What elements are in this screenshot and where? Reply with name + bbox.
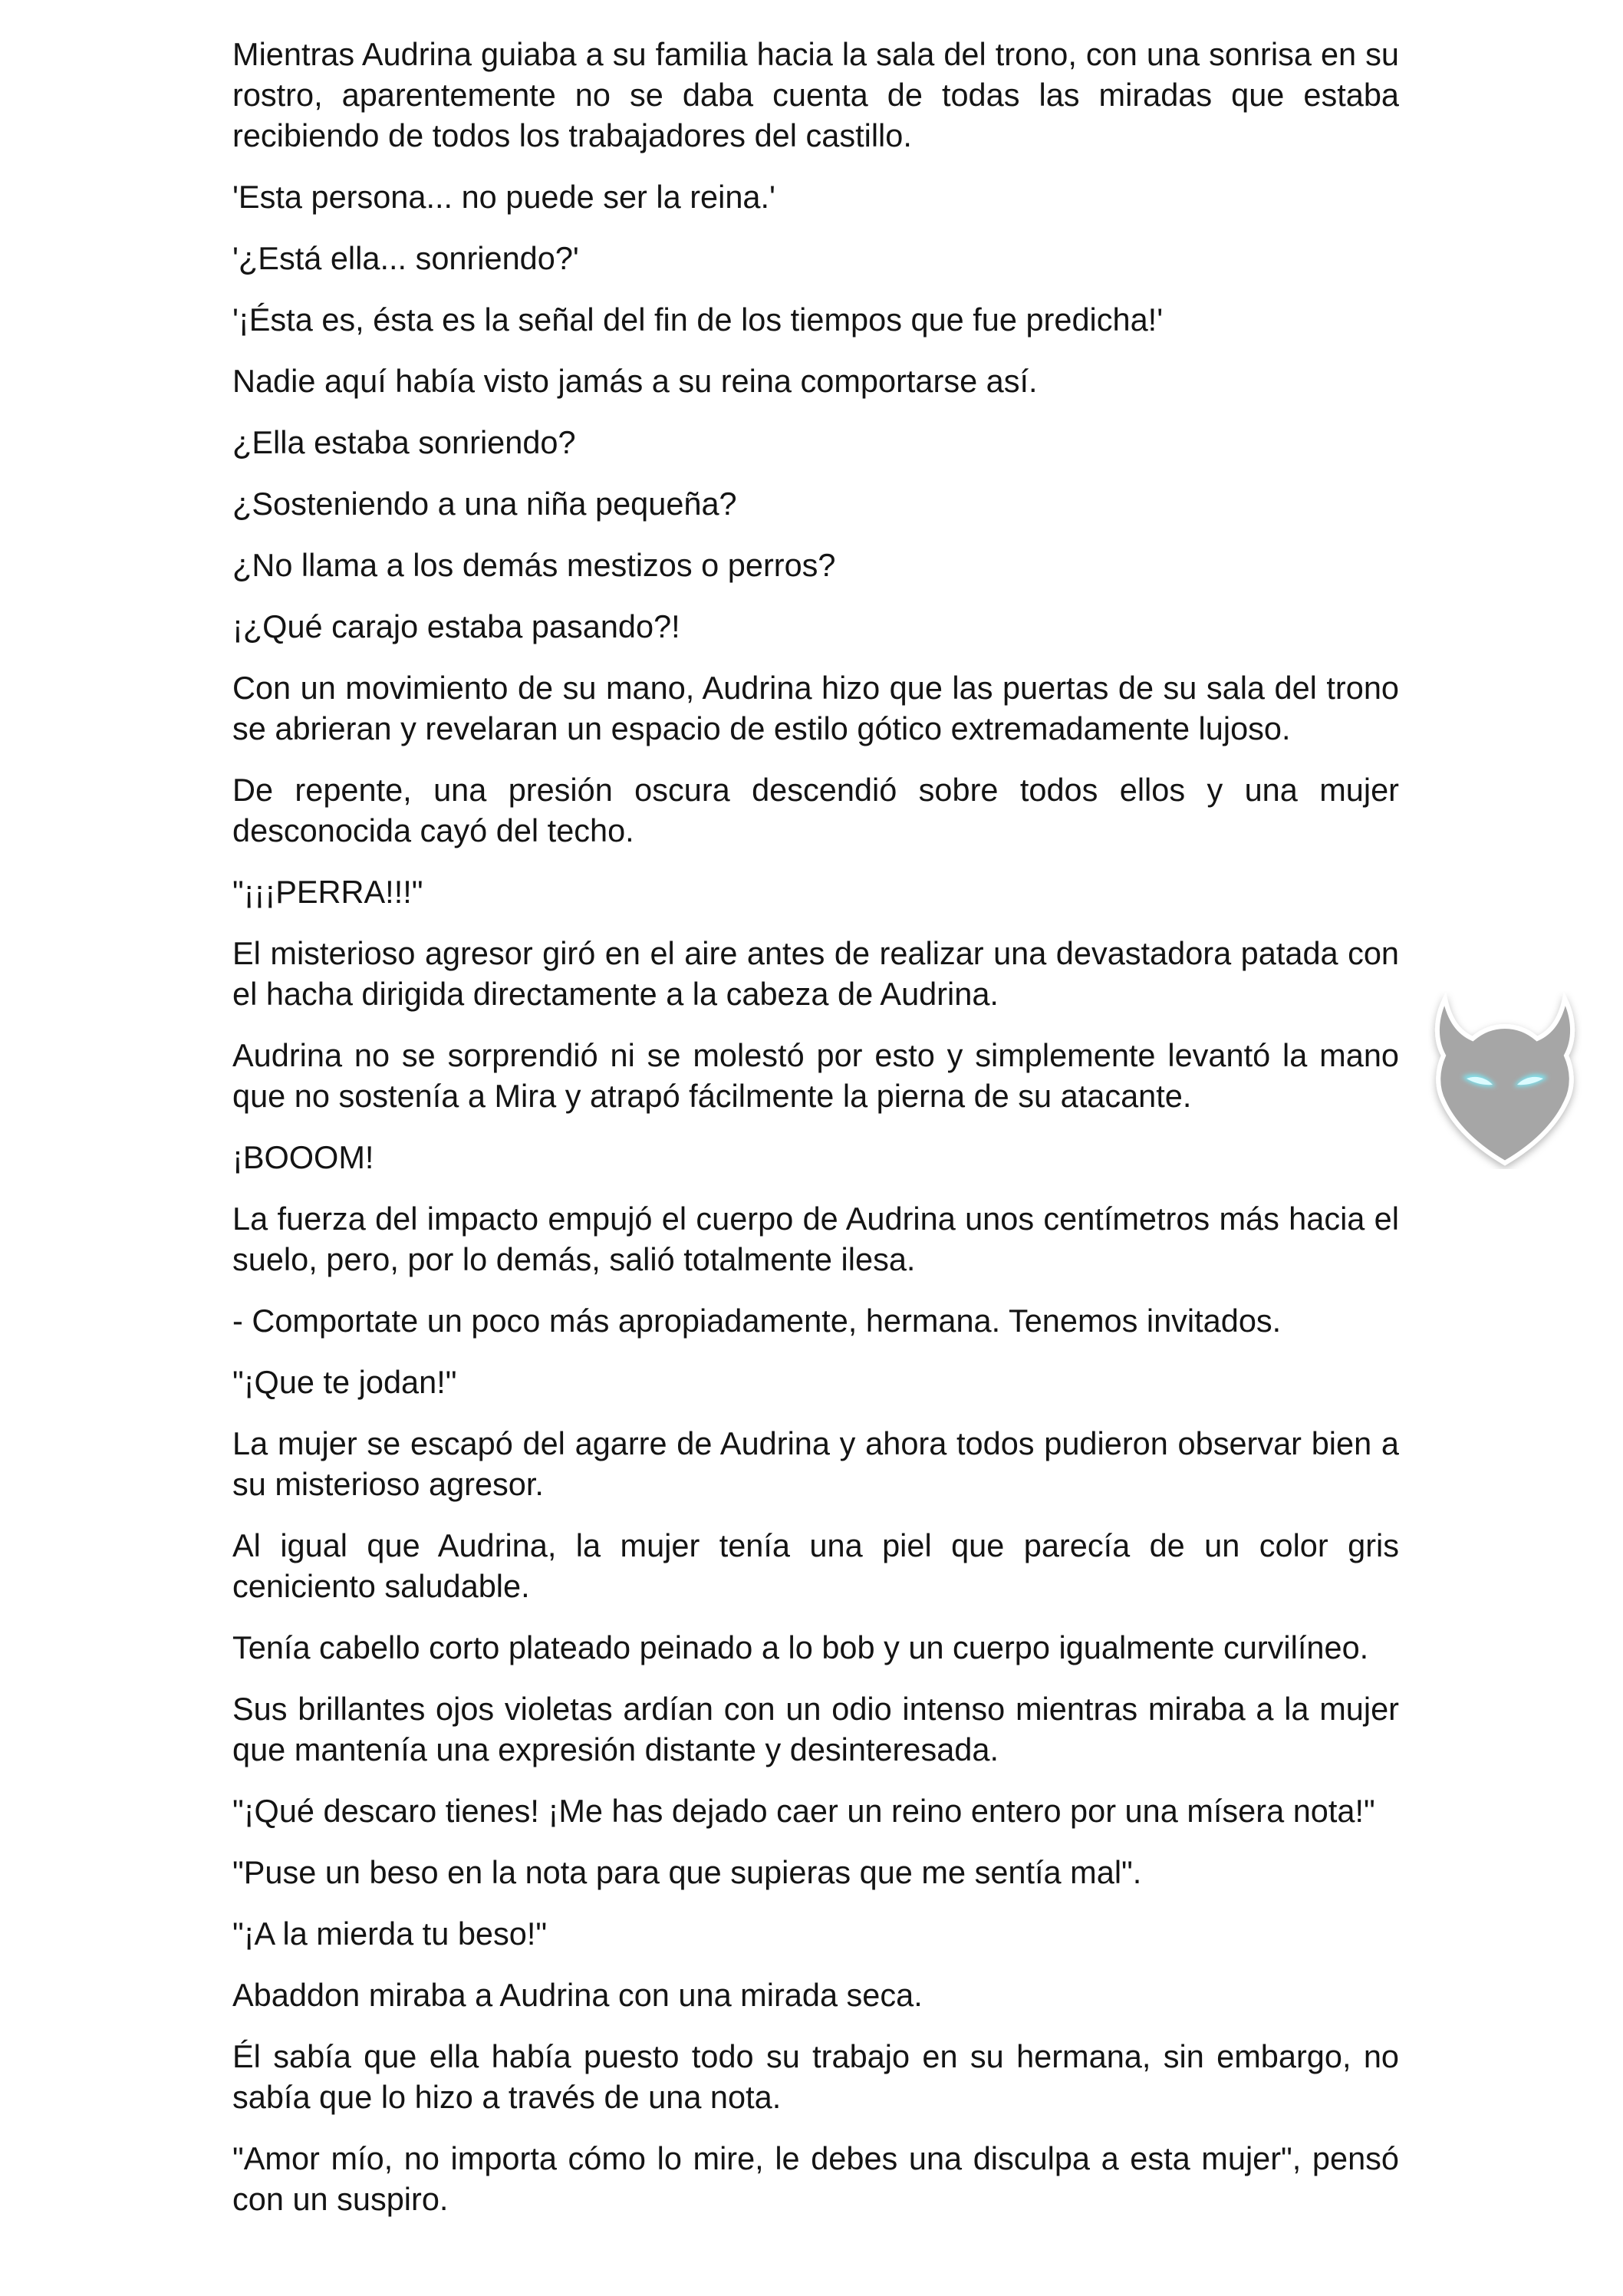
- paragraph-26: Abaddon miraba a Audrina con una mirada seca.: [232, 1977, 923, 2013]
- paragraph-18: "¡Que te jodan!": [232, 1364, 457, 1400]
- paragraph-16: La fuerza del impacto empujó el cuerpo de Audrina unos centímetros más hacia el suelo, pero, por lo demás, salió totalmente ilesa.: [232, 1201, 1399, 1277]
- paragraph-8: ¿No llama a los demás mestizos o perros?: [232, 547, 836, 583]
- paragraph-23: "¡Qué descaro tienes! ¡Me has dejado caer un reino entero por una mísera nota!": [232, 1793, 1375, 1829]
- paragraph-27: Él sabía que ella había puesto todo su trabajo en su hermana, sin embargo, no sabía que lo hizo a través de una nota.: [232, 2038, 1399, 2115]
- paragraph-28: "Amor mío, no importa cómo lo mire, le debes una disculpa a esta mujer", pensó con un suspiro.: [232, 2140, 1399, 2217]
- paragraph-11: De repente, una presión oscura descendió sobre todos ellos y una mujer desconocida cayó del techo.: [232, 772, 1399, 848]
- paragraph-2: 'Esta persona... no puede ser la reina.': [232, 179, 775, 215]
- paragraph-10: Con un movimiento de su mano, Audrina hizo que las puertas de su sala del trono se abrieran y revelaran un espacio de estilo gótico extremadamente lujoso.: [232, 670, 1399, 746]
- demon-head-icon: [1428, 991, 1582, 1169]
- paragraph-7: ¿Sosteniendo a una niña pequeña?: [232, 486, 737, 522]
- paragraph-1: Mientras Audrina guiaba a su familia hacia la sala del trono, con una sonrisa en su rostro, aparentemente no se daba cuenta de todas las miradas que estaba recibiendo de todos los trabajadores del castillo.: [232, 36, 1399, 153]
- paragraph-4: '¡Ésta es, ésta es la señal del fin de los tiempos que fue predicha!': [232, 301, 1164, 338]
- paragraph-14: Audrina no se sorprendió ni se molestó por esto y simplemente levantó la mano que no sostenía a Mira y atrapó fácilmente la pierna de su atacante.: [232, 1037, 1399, 1114]
- paragraph-24: "Puse un beso en la nota para que supieras que me sentía mal".: [232, 1854, 1142, 1890]
- paragraph-17: - Comportate un poco más apropiadamente, hermana. Tenemos invitados.: [232, 1303, 1282, 1339]
- paragraph-13: El misterioso agresor giró en el aire antes de realizar una devastadora patada con el hacha dirigida directamente a la cabeza de Audrina.: [232, 935, 1399, 1012]
- paragraph-9: ¡¿Qué carajo estaba pasando?!: [232, 608, 680, 644]
- paragraph-19: La mujer se escapó del agarre de Audrina y ahora todos pudieron observar bien a su misterioso agresor.: [232, 1425, 1399, 1502]
- paragraph-12: "¡¡¡PERRA!!!": [232, 874, 423, 910]
- paragraph-15: ¡BOOOM!: [232, 1139, 374, 1175]
- paragraph-5: Nadie aquí había visto jamás a su reina comportarse así.: [232, 363, 1038, 399]
- paragraph-3: '¿Está ella... sonriendo?': [232, 240, 579, 276]
- paragraph-20: Al igual que Audrina, la mujer tenía una piel que parecía de un color gris ceniciento saludable.: [232, 1527, 1399, 1604]
- paragraph-22: Sus brillantes ojos violetas ardían con un odio intenso mientras miraba a la mujer que mantenía una expresión distante y desinteresada.: [232, 1691, 1399, 1767]
- paragraph-21: Tenía cabello corto plateado peinado a lo bob y un cuerpo igualmente curvilíneo.: [232, 1629, 1369, 1665]
- demon-head-shape: [1437, 999, 1572, 1163]
- document-body: [232, 34, 1399, 2240]
- paragraph-6: ¿Ella estaba sonriendo?: [232, 424, 576, 460]
- paragraph-25: "¡A la mierda tu beso!": [232, 1916, 548, 1952]
